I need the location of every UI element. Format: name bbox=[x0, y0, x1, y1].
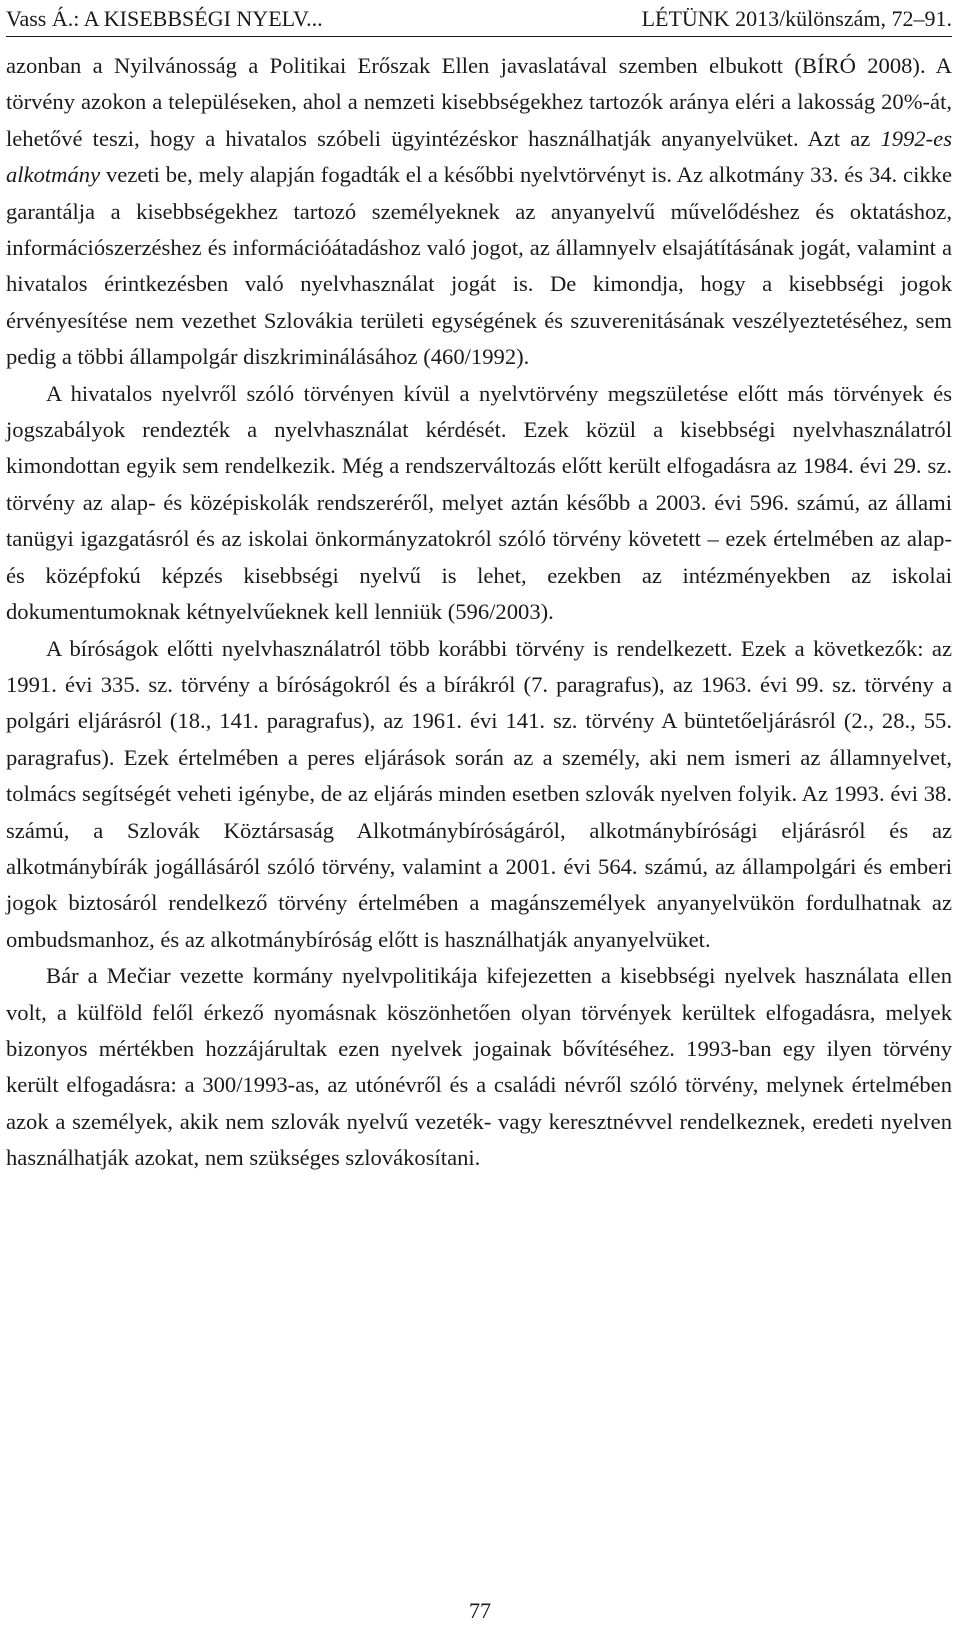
text-run: vezeti be, mely alapján fogadták el a későbbi nyelvtörvényt is. Az alkotmány 33. és 34. cikke garantálja a kisebbségekhez tartozó személyeknek az anyanyelvű művelődéshez és oktatáshoz, információszerzéshez és információátadáshoz való jogot, az államnyelv elsajátításának jogát, valamint a hivatalos érintkezésben való nyelvhasználat jogát is. De kimondja, hogy a kisebbségi jogok érvényesítése nem vezethet Szlovákia területi egységének és szuverenitásának veszélyeztetéséhez, sem pedig a többi állampolgár diszkriminálásához (460/1992). bbox=[6, 162, 952, 370]
text-run-italic: 1992-es alkotmány bbox=[6, 125, 952, 188]
paragraph-meciar-policy bbox=[6, 958, 952, 1176]
page-number: 77 bbox=[469, 1598, 491, 1623]
text-run: Bár a Mečiar vezette kormány nyelvpolitikája kifejezetten a kisebbségi nyelvek használata ellen volt, a külföld felől érkező nyomásnak köszönhetően olyan törvények kerültek elfogadásra, melyek bizonyos mértékben hozzájárultak ezen nyelvek jogainak bővítéséhez. 1993-ban egy ilyen törvény került elfogadásra: a 300/1993-as, az utónévről és a családi névről szóló törvény, melynek értelmében azok a személyek, akik nem szlovák nyelvű vezeték- vagy keresztnévvel rendelkeznek, eredeti nyelven használhatják azokat, nem szükséges szlovákosítani. bbox=[6, 963, 952, 1171]
header-journal-citation: LÉTÜNK 2013/különszám, 72–91. bbox=[641, 6, 952, 31]
text-run: A bíróságok előtti nyelvhasználatról több korábbi törvény is rendelkezett. Ezek a következők: az 1991. évi 335. sz. törvény a bíróságokról és a bírákról (7. paragrafus), az 1963. évi 99. sz. törvény a polgári eljárásról (18., 141. paragrafus), az 1961. évi 141. sz. törvény A büntetőeljárásról (2., 28., 55. paragrafus). Ezek értelmében a peres eljárások során az a személy, aki nem ismeri az államnyelvet, tolmács segítségét veheti igénybe, de az eljárás minden esetben szlovák nyelven folyik. Az 1993. évi 38. számú, a Szlovák Köztársaság Alkotmánybíróságáról, alkotmánybírósági eljárásról és az alkotmánybírák jogállásáról szóló törvény, valamint a 2001. évi 564. számú, az állampolgári és emberi jogok biztosáról rendelkező törvény értelmében a magánszemélyek anyanyelvükön fordulhatnak az ombudsmanhoz, és az alkotmánybíróság előtt is használhatják anyanyelvüket. bbox=[6, 635, 952, 952]
paragraph-court-language bbox=[6, 631, 952, 959]
running-header bbox=[6, 4, 952, 37]
paragraph-education-laws bbox=[6, 376, 952, 631]
paragraph-constitution bbox=[6, 48, 952, 376]
header-author-title: Vass Á.: A KISEBBSÉGI NYELV... bbox=[6, 6, 323, 31]
body-text bbox=[6, 48, 952, 1177]
text-run: azonban a Nyilvánosság a Politikai Erőszak Ellen javaslatával szemben elbukott (BÍRÓ 2008). A törvény azokon a településeken, ahol a nemzeti kisebbségekhez tartozók aránya eléri a lakosság 20%-át, lehetővé teszi, hogy a hivatalos szóbeli ügyintézéskor használhatják anyanyelvüket. Azt az bbox=[6, 53, 952, 151]
text-run: A hivatalos nyelvről szóló törvényen kívül a nyelvtörvény megszületése előtt más törvények és jogszabályok rendezték a nyelvhasználat kérdését. Ezek közül a kisebbségi nyelvhasználatról kimondottan egyik sem rendelkezik. Még a rendszerváltozás előtt került elfogadásra az 1984. évi 29. sz. törvény az alap- és középiskolák rendszeréről, melyet aztán később a 2003. évi 596. számú, az állami tanügyi igazgatásról és az iskolai önkormányzatokról szóló törvény követett – ezek értelmében az alap- és középfokú képzés kisebbségi nyelvű is lehet, ezekben az intézményekben az iskolai dokumentumoknak kétnyelvűeknek kell lenniük (596/2003). bbox=[6, 380, 952, 625]
